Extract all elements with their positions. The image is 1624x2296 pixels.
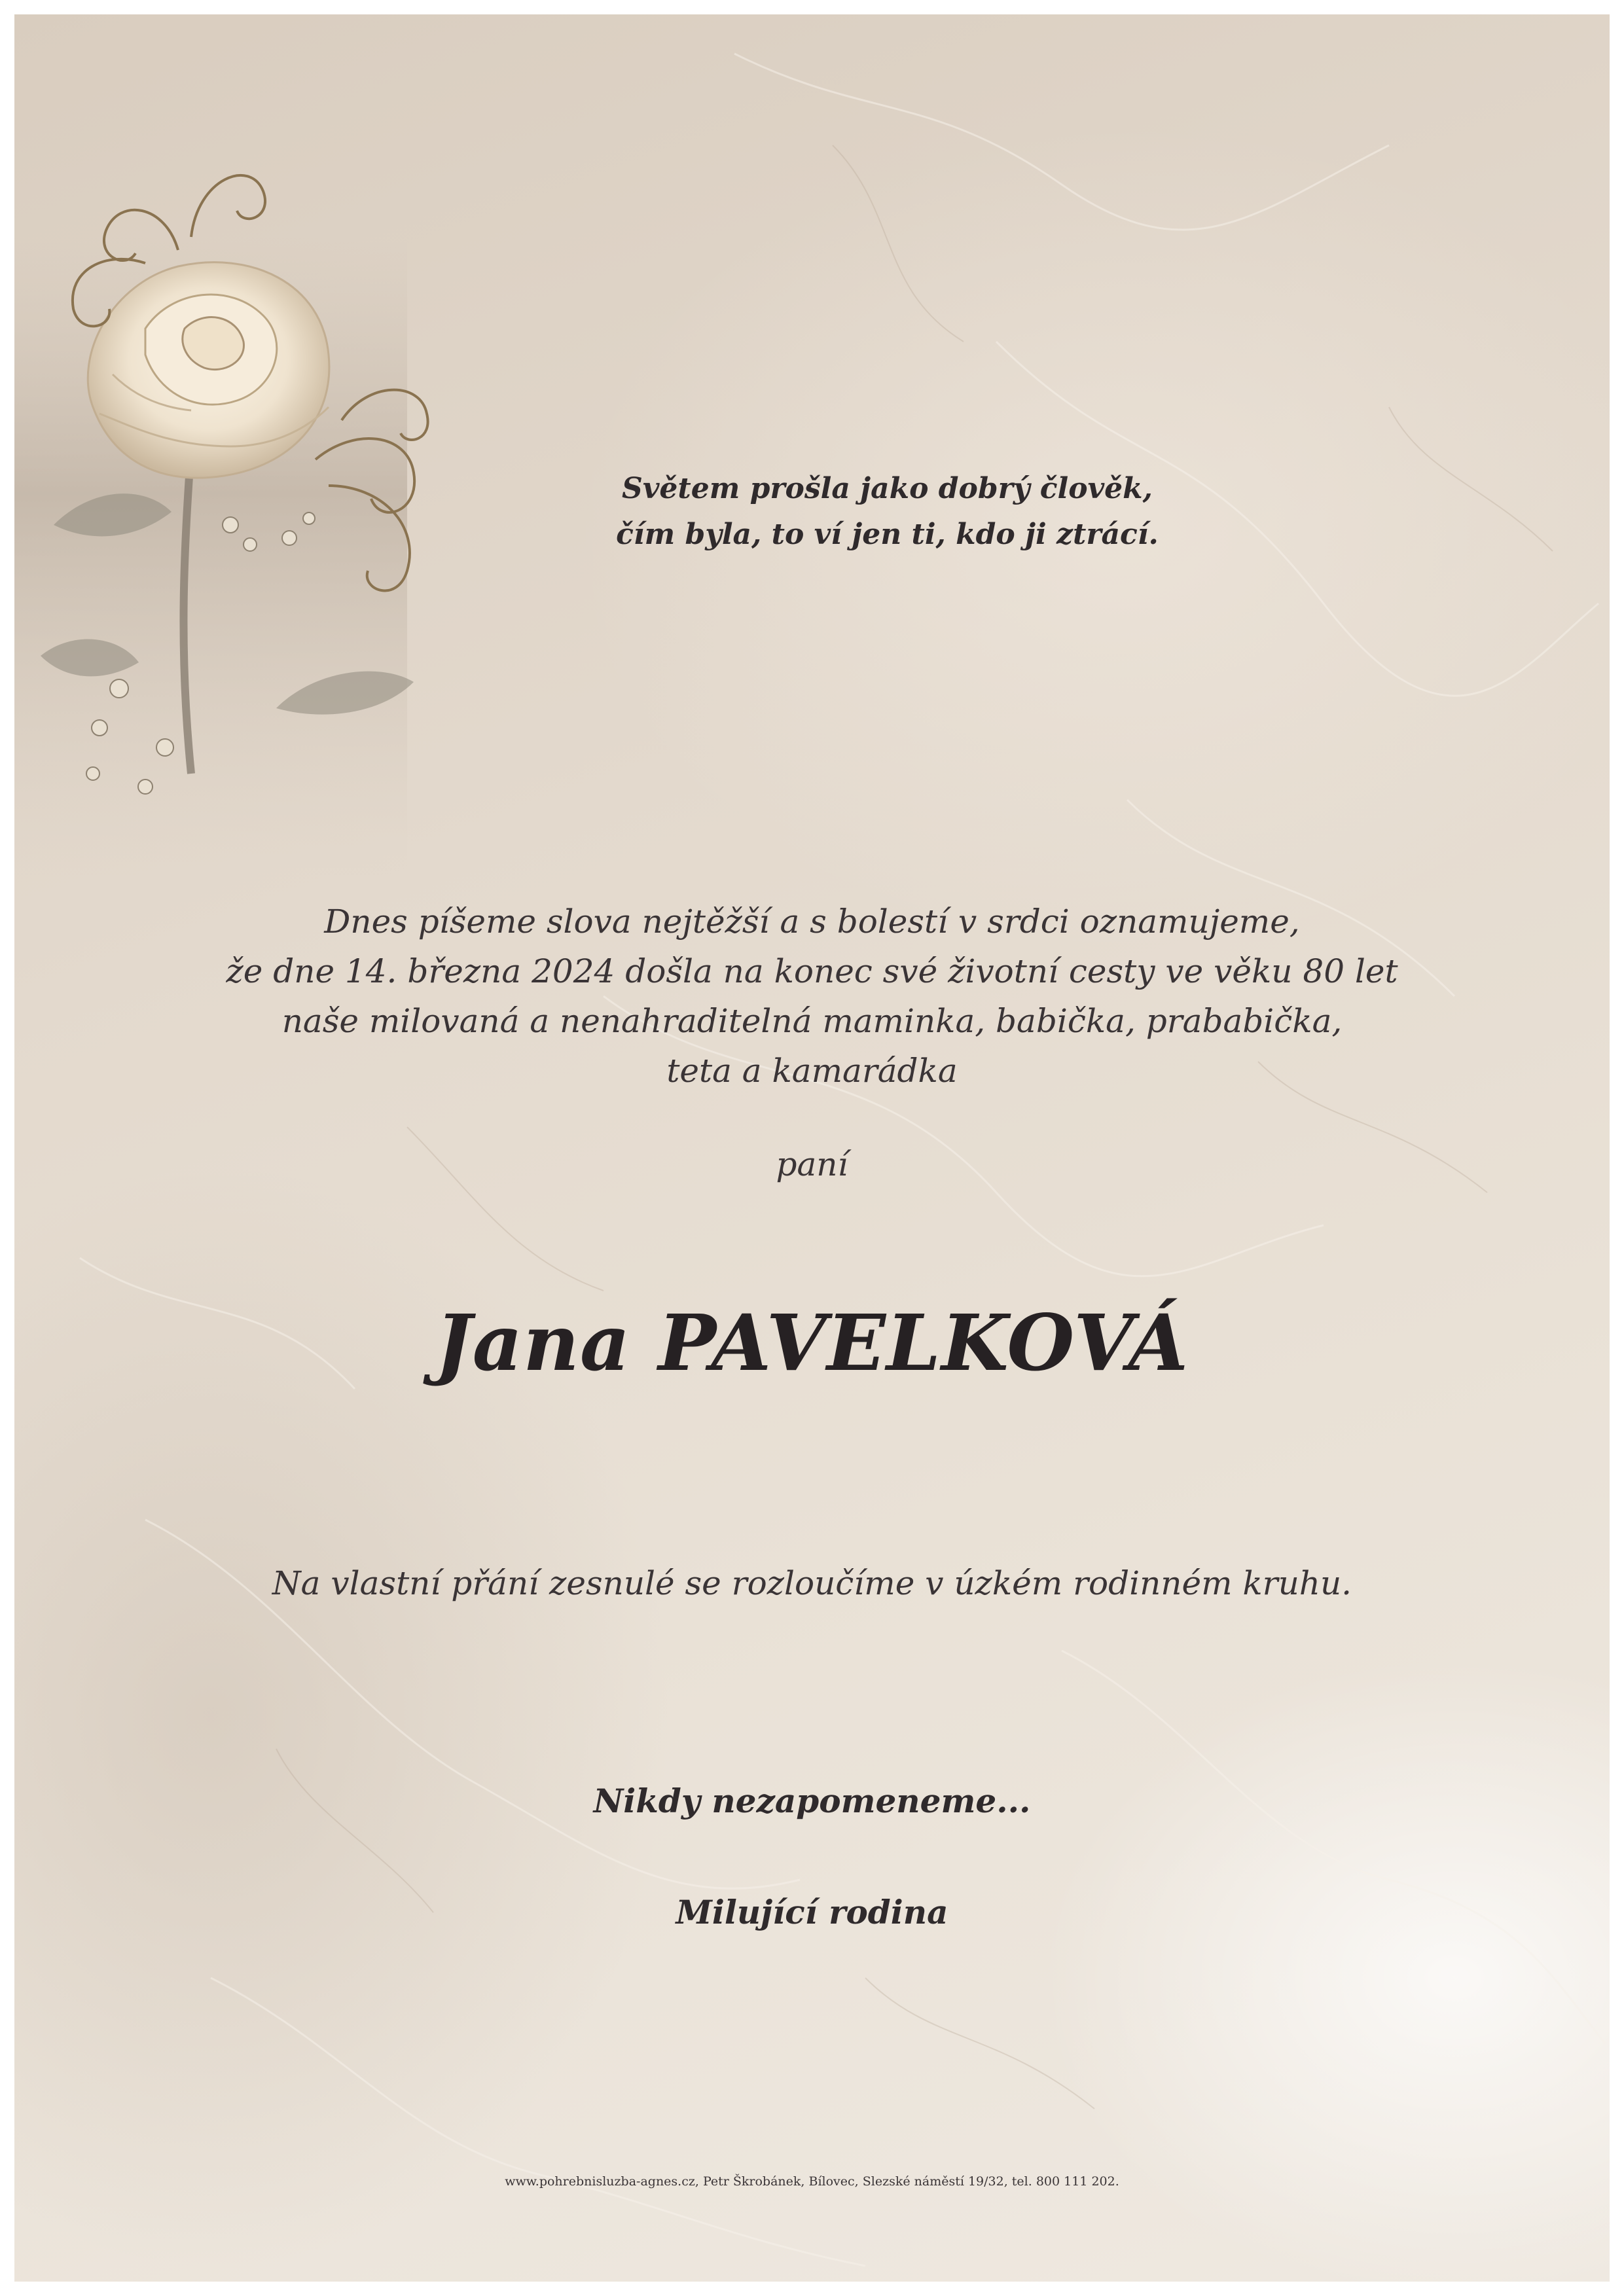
farewell-note: Na vlastní přání zesnulé se rozloučíme v úzkém rodinném kruhu.: [272, 1564, 1352, 1602]
announcement-line-4: teta a kamarádka: [666, 1052, 958, 1090]
closing-line: Nikdy nezapomeneme...: [593, 1782, 1031, 1820]
announcement-line-3: naše milovaná a nenahraditelná maminka, babička, prababička,: [281, 1002, 1343, 1040]
motto-line-1: Světem prošla jako dobrý člověk,: [622, 472, 1153, 505]
funeral-service-footer: www.pohrebnisluzba-agnes.cz, Petr Škrobánek, Bílovec, Slezské náměstí 19/32, tel. 800 111 202.: [505, 2174, 1119, 2189]
obituary-sheet: [14, 14, 1610, 2282]
deceased-name: Jana PAVELKOVÁ: [435, 1297, 1189, 1388]
motto-line-2: čím byla, to ví jen ti, kdo ji ztrácí.: [616, 518, 1159, 551]
announcement: [14, 897, 1610, 1096]
honorific: paní: [776, 1145, 848, 1183]
motto-verse: [14, 466, 1610, 558]
announcement-line-1: Dnes píšeme slova nejtěžší a s bolestí v srdci oznamujeme,: [324, 903, 1300, 941]
announcement-line-2: že dne 14. března 2024 došla na konec své životní cesty ve věku 80 let: [226, 952, 1398, 990]
signature: Milující rodina: [676, 1893, 948, 1931]
